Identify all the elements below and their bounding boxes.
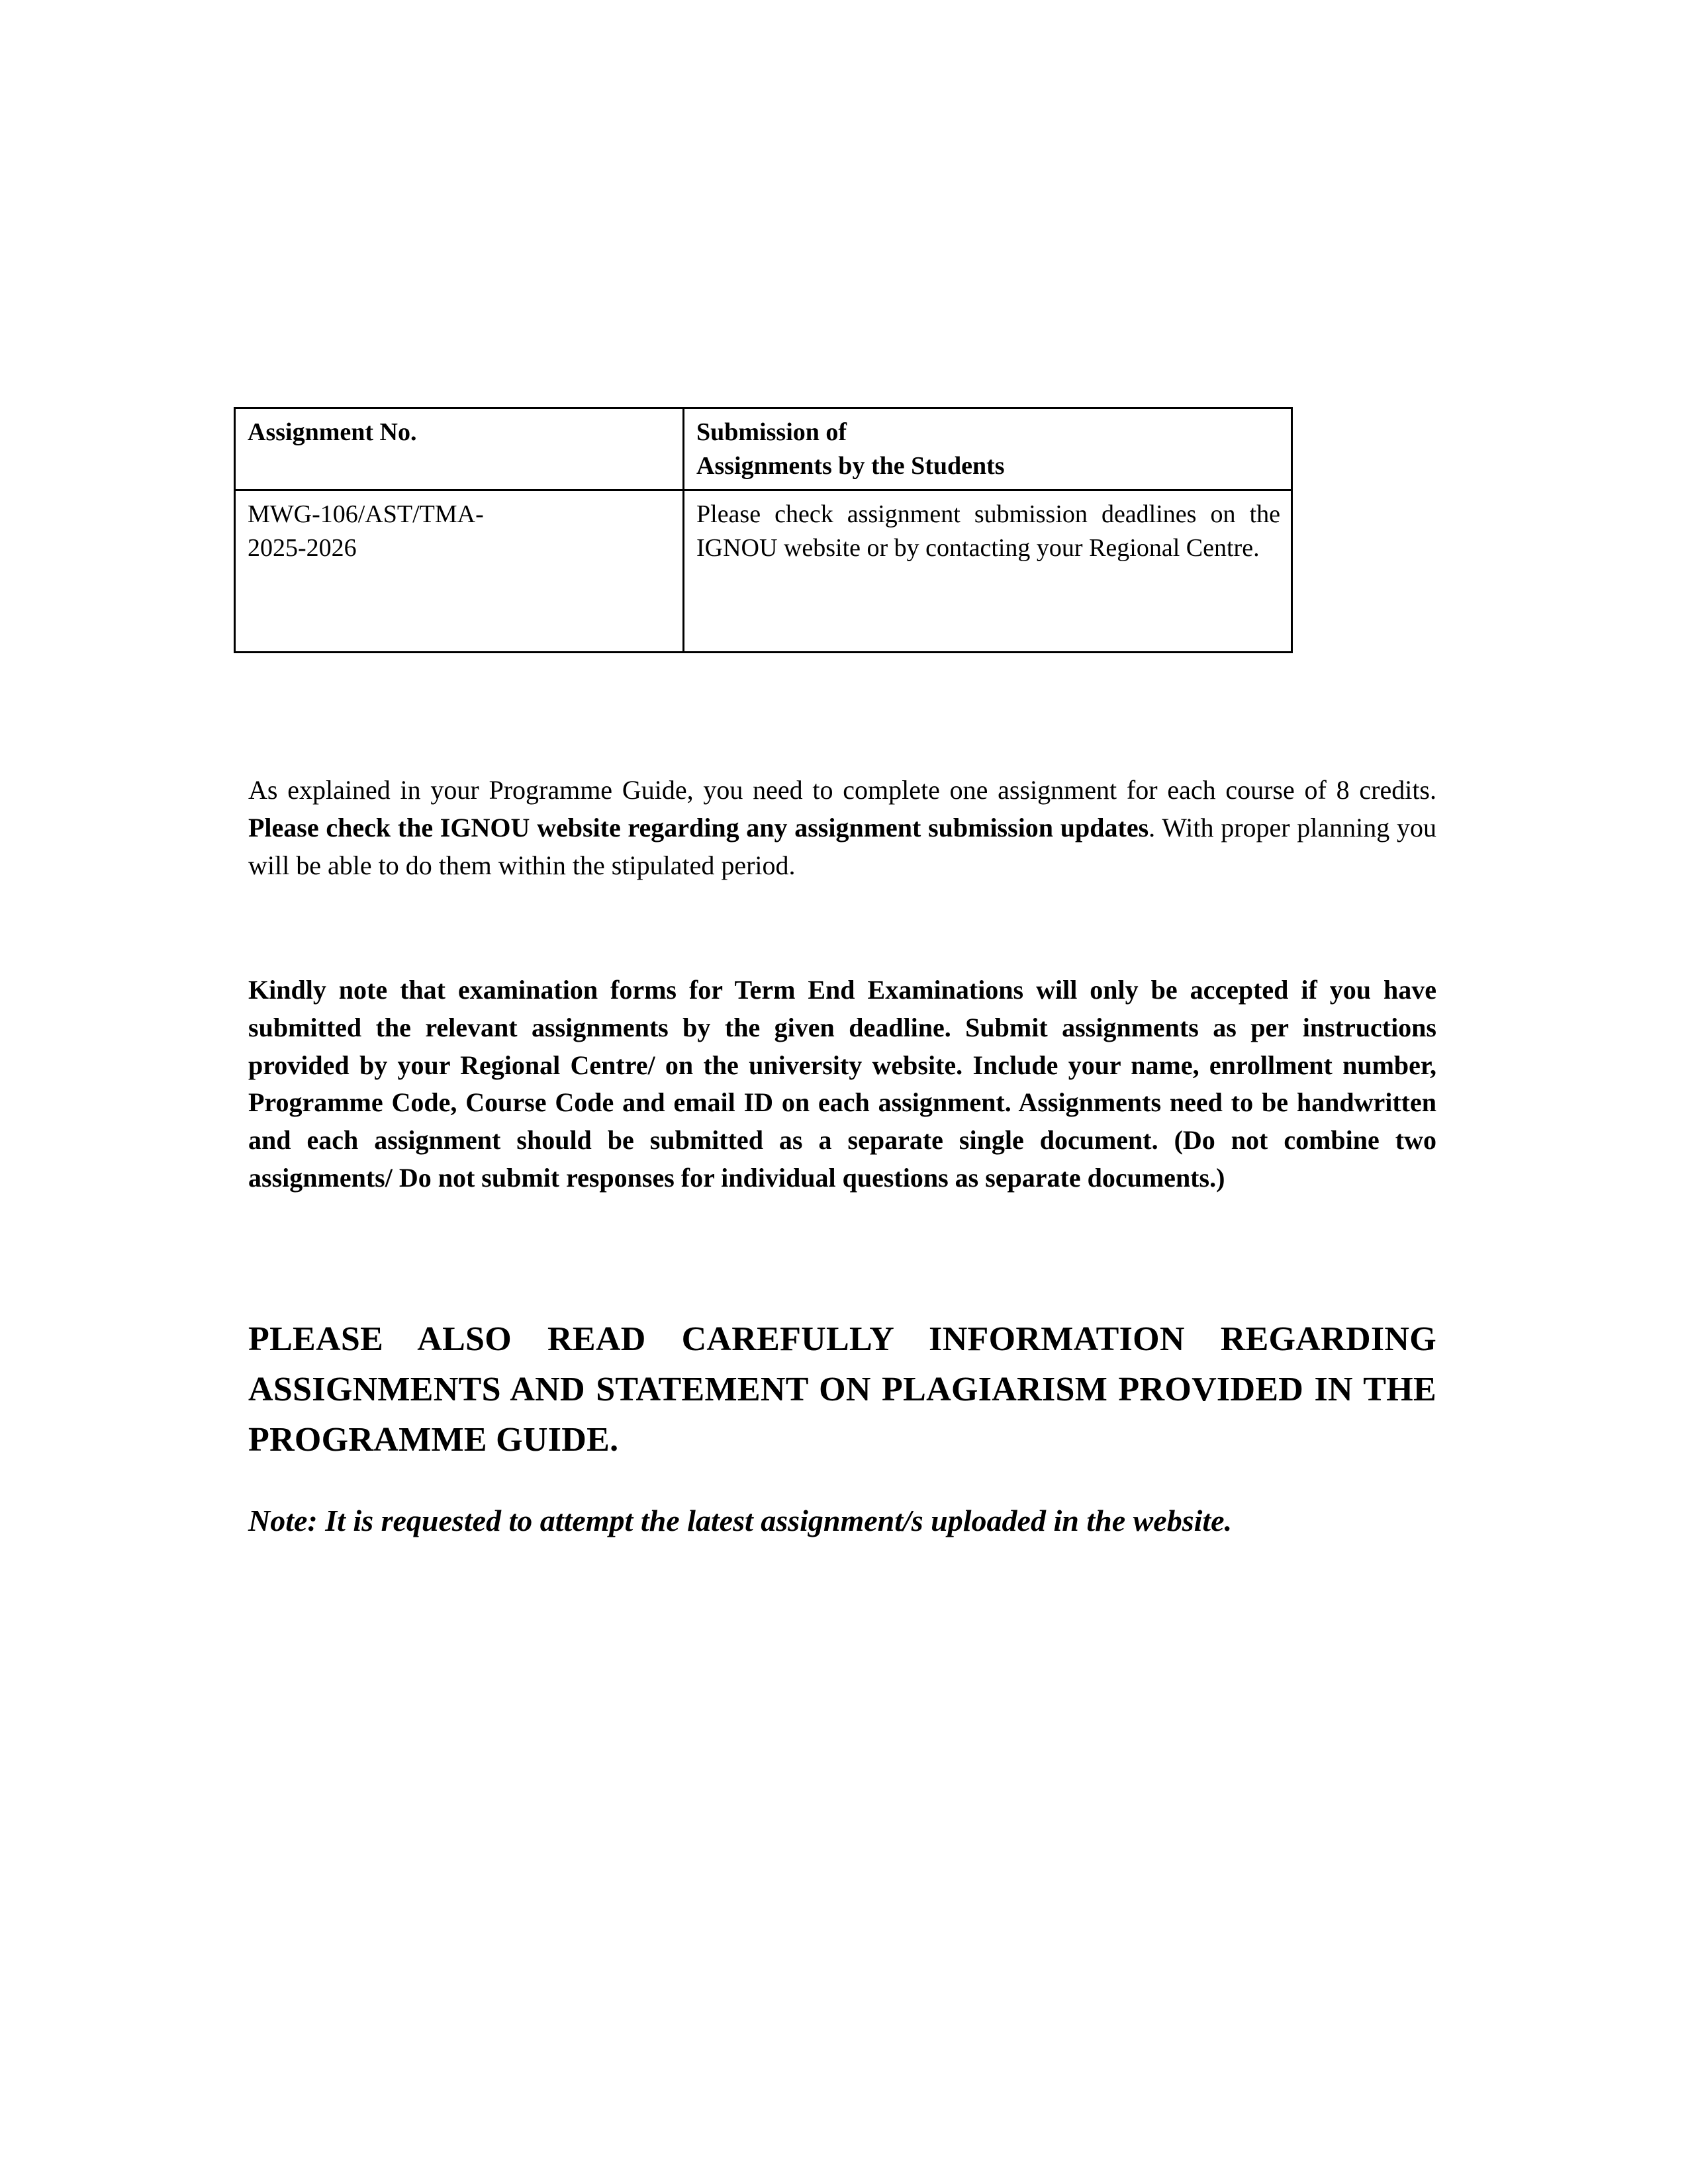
- plagiarism-heading: [248, 1314, 1436, 1465]
- table-header-submission-line-2: Assignments by the Students: [696, 451, 1005, 480]
- intro-text-part-2: . With proper planning you will be able to do them within the stipulated period.: [248, 812, 1436, 880]
- intro-paragraph: [248, 772, 1436, 884]
- intro-text-emphasis: Please check the IGNOU website regarding any assignment submission updates: [248, 812, 1149, 842]
- plagiarism-heading-period: .: [610, 1420, 619, 1459]
- assignment-code-line-2: 2025-2026: [248, 533, 357, 562]
- table-cell-assignment-no: [235, 490, 684, 653]
- examination-notice-paragraph: Kindly note that examination forms for Term End Examinations will only be accepted if you have submitted the relevant assignments by the given deadline. Submit assignments as per instructions provided by your Regional Centre/ on the university website. Include your name, enrollment number, Programme Code, Course Code and email ID on each assignment. Assignments need to be handwritten and each assignment should be submitted as a separate single document. (Do not combine two assignments/ Do not submit responses for individual questions as separate documents.): [248, 975, 1436, 1193]
- table-header-assignment-no: Assignment No.: [235, 408, 684, 490]
- table-cell-submission-text: Please check assignment submission deadlines on the IGNOU website or by contacting your Regional Centre.: [684, 490, 1292, 653]
- table-header-submission: [684, 408, 1292, 490]
- plagiarism-heading-text: PLEASE ALSO READ CAREFULLY INFORMATION REGARDING ASSIGNMENTS AND STATEMENT ON PLAGIARISM PROVIDED IN THE PROGRAMME GUIDE: [248, 1320, 1436, 1459]
- table-header-submission-line-1: Submission of: [696, 418, 847, 446]
- table-row: [235, 490, 1292, 653]
- table-header-row: [235, 408, 1292, 490]
- assignment-table: [234, 407, 1293, 653]
- assignment-table-container: [234, 407, 1280, 653]
- assignment-code-line-1: MWG-106/AST/TMA-: [248, 500, 484, 529]
- note-paragraph: Note: It is requested to attempt the latest assignment/s uploaded in the website.: [248, 1504, 1233, 1537]
- intro-text-part-1: As explained in your Programme Guide, you need to complete one assignment for each course of 8 credits.: [248, 775, 1436, 805]
